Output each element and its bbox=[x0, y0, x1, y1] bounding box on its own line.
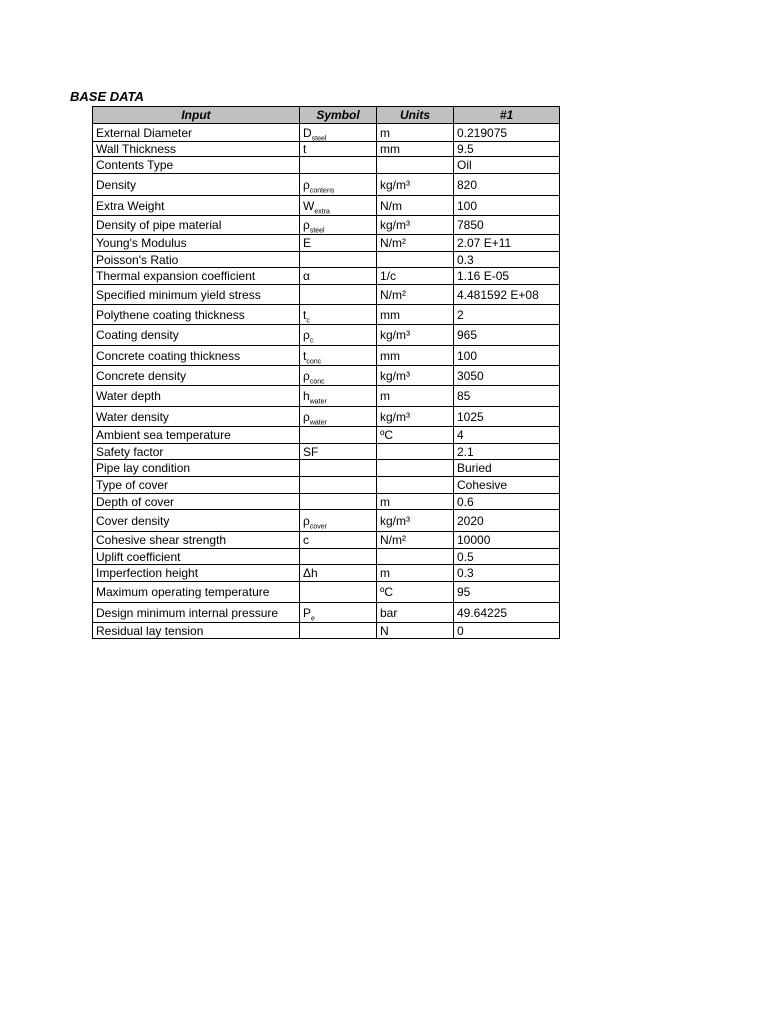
table-row bbox=[93, 325, 560, 346]
cell-input: Extra Weight bbox=[93, 196, 300, 216]
cell-symbol bbox=[300, 532, 377, 549]
table-row bbox=[93, 124, 560, 142]
cell-symbol bbox=[300, 196, 377, 216]
column-header-symbol: Symbol bbox=[300, 107, 377, 124]
cell-input: Residual lay tension bbox=[93, 623, 300, 639]
cell-units: kg/m³ bbox=[377, 216, 454, 235]
table-row bbox=[93, 386, 560, 407]
symbol-main: t bbox=[303, 307, 307, 322]
cell-units: kg/m³ bbox=[377, 510, 454, 532]
cell-value: 100 bbox=[454, 196, 560, 216]
cell-symbol bbox=[300, 346, 377, 366]
cell-value: 0 bbox=[454, 623, 560, 639]
cell-input: Safety factor bbox=[93, 444, 300, 460]
cell-input: Concrete coating thickness bbox=[93, 346, 300, 366]
cell-input: Type of cover bbox=[93, 477, 300, 494]
cell-symbol bbox=[300, 235, 377, 252]
table-body bbox=[93, 124, 560, 639]
cell-input: External Diameter bbox=[93, 124, 300, 142]
table-row bbox=[93, 427, 560, 444]
symbol-subscript: steel bbox=[309, 227, 325, 235]
cell-value: 965 bbox=[454, 325, 560, 346]
cell-input: Polythene coating thickness bbox=[93, 305, 300, 325]
symbol-subscript: conc bbox=[306, 357, 322, 365]
cell-symbol bbox=[300, 565, 377, 582]
cell-symbol bbox=[300, 305, 377, 325]
table-row bbox=[93, 196, 560, 216]
cell-value: 3050 bbox=[454, 366, 560, 386]
cell-value: 4 bbox=[454, 427, 560, 444]
symbol-subscript: steel bbox=[311, 134, 327, 142]
cell-input: Design minimum internal pressure bbox=[93, 603, 300, 623]
table-row bbox=[93, 494, 560, 510]
symbol-subscript: c bbox=[306, 316, 310, 324]
cell-input: Thermal expansion coefficient bbox=[93, 268, 300, 285]
cell-units: m bbox=[377, 124, 454, 142]
cell-symbol bbox=[300, 252, 377, 268]
cell-value: 49.64225 bbox=[454, 603, 560, 623]
symbol-main: ρ bbox=[303, 368, 310, 383]
table-row bbox=[93, 346, 560, 366]
cell-units: mm bbox=[377, 346, 454, 366]
symbol-subscript: cover bbox=[309, 522, 327, 530]
cell-units: N/m bbox=[377, 196, 454, 216]
table-row bbox=[93, 565, 560, 582]
cell-symbol bbox=[300, 444, 377, 460]
symbol-main: D bbox=[303, 125, 312, 140]
cell-input: Water depth bbox=[93, 386, 300, 407]
cell-input: Wall Thickness bbox=[93, 142, 300, 157]
cell-input: Density of pipe material bbox=[93, 216, 300, 235]
cell-value: 0.3 bbox=[454, 252, 560, 268]
table-row bbox=[93, 444, 560, 460]
symbol-main: W bbox=[303, 198, 315, 213]
cell-input: Cohesive shear strength bbox=[93, 532, 300, 549]
cell-value: 1.16 E-05 bbox=[454, 268, 560, 285]
cell-units: mm bbox=[377, 305, 454, 325]
symbol-main: h bbox=[303, 389, 310, 403]
cell-value: Oil bbox=[454, 157, 560, 174]
cell-input: Young's Modulus bbox=[93, 235, 300, 252]
cell-units: N/m² bbox=[377, 235, 454, 252]
cell-value: 820 bbox=[454, 174, 560, 196]
symbol-main: Δh bbox=[303, 566, 318, 580]
table-row bbox=[93, 532, 560, 549]
table-row bbox=[93, 174, 560, 196]
cell-input: Contents Type bbox=[93, 157, 300, 174]
cell-symbol bbox=[300, 623, 377, 639]
cell-input: Specified minimum yield stress bbox=[93, 285, 300, 305]
symbol-subscript: water bbox=[309, 418, 327, 426]
symbol-subscript: e bbox=[311, 614, 315, 622]
symbol-main: ρ bbox=[303, 328, 310, 342]
symbol-main: SF bbox=[303, 444, 319, 459]
cell-value: 0.219075 bbox=[454, 124, 560, 142]
cell-units: kg/m³ bbox=[377, 407, 454, 427]
symbol-main: c bbox=[303, 533, 309, 547]
cell-input: Depth of cover bbox=[93, 494, 300, 510]
cell-input: Pipe lay condition bbox=[93, 460, 300, 477]
table-row bbox=[93, 157, 560, 174]
table-row bbox=[93, 549, 560, 565]
cell-value: 0.6 bbox=[454, 494, 560, 510]
cell-units: ºC bbox=[377, 582, 454, 603]
table-row bbox=[93, 582, 560, 603]
cell-units: N bbox=[377, 623, 454, 639]
cell-value: 2020 bbox=[454, 510, 560, 532]
table-header-row bbox=[93, 107, 560, 124]
cell-input: Imperfection height bbox=[93, 565, 300, 582]
table-row bbox=[93, 142, 560, 157]
cell-symbol bbox=[300, 268, 377, 285]
cell-value: 1025 bbox=[454, 407, 560, 427]
symbol-main: ρ bbox=[303, 513, 310, 528]
column-header-value: #1 bbox=[454, 107, 560, 124]
cell-units: N/m² bbox=[377, 532, 454, 549]
cell-units bbox=[377, 444, 454, 460]
cell-units: m bbox=[377, 494, 454, 510]
cell-symbol bbox=[300, 494, 377, 510]
cell-symbol bbox=[300, 582, 377, 603]
cell-symbol bbox=[300, 460, 377, 477]
symbol-main: t bbox=[303, 348, 307, 363]
cell-symbol bbox=[300, 407, 377, 427]
cell-symbol bbox=[300, 325, 377, 346]
table-row bbox=[93, 477, 560, 494]
cell-units bbox=[377, 252, 454, 268]
cell-units: kg/m³ bbox=[377, 325, 454, 346]
cell-input: Density bbox=[93, 174, 300, 196]
column-header-units: Units bbox=[377, 107, 454, 124]
section-heading: BASE DATA bbox=[70, 89, 144, 104]
cell-input: Coating density bbox=[93, 325, 300, 346]
cell-symbol bbox=[300, 142, 377, 157]
cell-input: Cover density bbox=[93, 510, 300, 532]
cell-units: kg/m³ bbox=[377, 366, 454, 386]
cell-units bbox=[377, 157, 454, 174]
cell-units: bar bbox=[377, 603, 454, 623]
cell-symbol bbox=[300, 510, 377, 532]
cell-units: 1/c bbox=[377, 268, 454, 285]
table-row bbox=[93, 216, 560, 235]
table-row bbox=[93, 252, 560, 268]
cell-symbol bbox=[300, 124, 377, 142]
cell-symbol bbox=[300, 386, 377, 407]
cell-value: 9.5 bbox=[454, 142, 560, 157]
cell-units bbox=[377, 460, 454, 477]
table-row bbox=[93, 235, 560, 252]
cell-units bbox=[377, 549, 454, 565]
cell-value: 0.3 bbox=[454, 565, 560, 582]
cell-symbol bbox=[300, 174, 377, 196]
symbol-subscript: conc bbox=[309, 377, 325, 385]
cell-symbol bbox=[300, 549, 377, 565]
cell-units bbox=[377, 477, 454, 494]
cell-value: 2.1 bbox=[454, 444, 560, 460]
symbol-main: ρ bbox=[303, 177, 310, 192]
cell-input: Water density bbox=[93, 407, 300, 427]
column-header-input: Input bbox=[93, 107, 300, 124]
symbol-main: ρ bbox=[303, 409, 310, 424]
cell-value: 100 bbox=[454, 346, 560, 366]
symbol-main: ρ bbox=[303, 218, 310, 232]
symbol-main: α bbox=[303, 269, 310, 283]
cell-value: 10000 bbox=[454, 532, 560, 549]
cell-value: 0.5 bbox=[454, 549, 560, 565]
table-row bbox=[93, 510, 560, 532]
cell-units: mm bbox=[377, 142, 454, 157]
cell-value: 95 bbox=[454, 582, 560, 603]
table-row bbox=[93, 460, 560, 477]
cell-input: Concrete density bbox=[93, 366, 300, 386]
cell-units: ºC bbox=[377, 427, 454, 444]
symbol-subscript: contens bbox=[309, 186, 335, 194]
cell-input: Poisson's Ratio bbox=[93, 252, 300, 268]
cell-units: m bbox=[377, 565, 454, 582]
symbol-subscript: extra bbox=[314, 207, 330, 215]
cell-input: Uplift coefficient bbox=[93, 549, 300, 565]
table-row bbox=[93, 268, 560, 285]
cell-symbol bbox=[300, 285, 377, 305]
table-row bbox=[93, 407, 560, 427]
cell-symbol bbox=[300, 603, 377, 623]
cell-value: Buried bbox=[454, 460, 560, 477]
table-row bbox=[93, 623, 560, 639]
cell-symbol bbox=[300, 157, 377, 174]
cell-input: Ambient sea temperature bbox=[93, 427, 300, 444]
symbol-main: E bbox=[303, 236, 312, 250]
symbol-main: t bbox=[303, 142, 307, 156]
cell-input: Maximum operating temperature bbox=[93, 582, 300, 603]
cell-value: 2 bbox=[454, 305, 560, 325]
cell-value: 85 bbox=[454, 386, 560, 407]
symbol-subscript: c bbox=[309, 337, 314, 345]
cell-symbol bbox=[300, 366, 377, 386]
base-data-table bbox=[92, 106, 560, 639]
cell-symbol bbox=[300, 216, 377, 235]
cell-value: 2.07 E+11 bbox=[454, 235, 560, 252]
table-row bbox=[93, 305, 560, 325]
cell-value: 4.481592 E+08 bbox=[454, 285, 560, 305]
symbol-main: P bbox=[303, 605, 312, 620]
table-row bbox=[93, 603, 560, 623]
cell-value: Cohesive bbox=[454, 477, 560, 494]
table-row bbox=[93, 366, 560, 386]
cell-units: kg/m³ bbox=[377, 174, 454, 196]
symbol-subscript: water bbox=[309, 398, 327, 406]
cell-units: m bbox=[377, 386, 454, 407]
cell-value: 7850 bbox=[454, 216, 560, 235]
cell-units: N/m² bbox=[377, 285, 454, 305]
cell-symbol bbox=[300, 477, 377, 494]
cell-symbol bbox=[300, 427, 377, 444]
table-row bbox=[93, 285, 560, 305]
